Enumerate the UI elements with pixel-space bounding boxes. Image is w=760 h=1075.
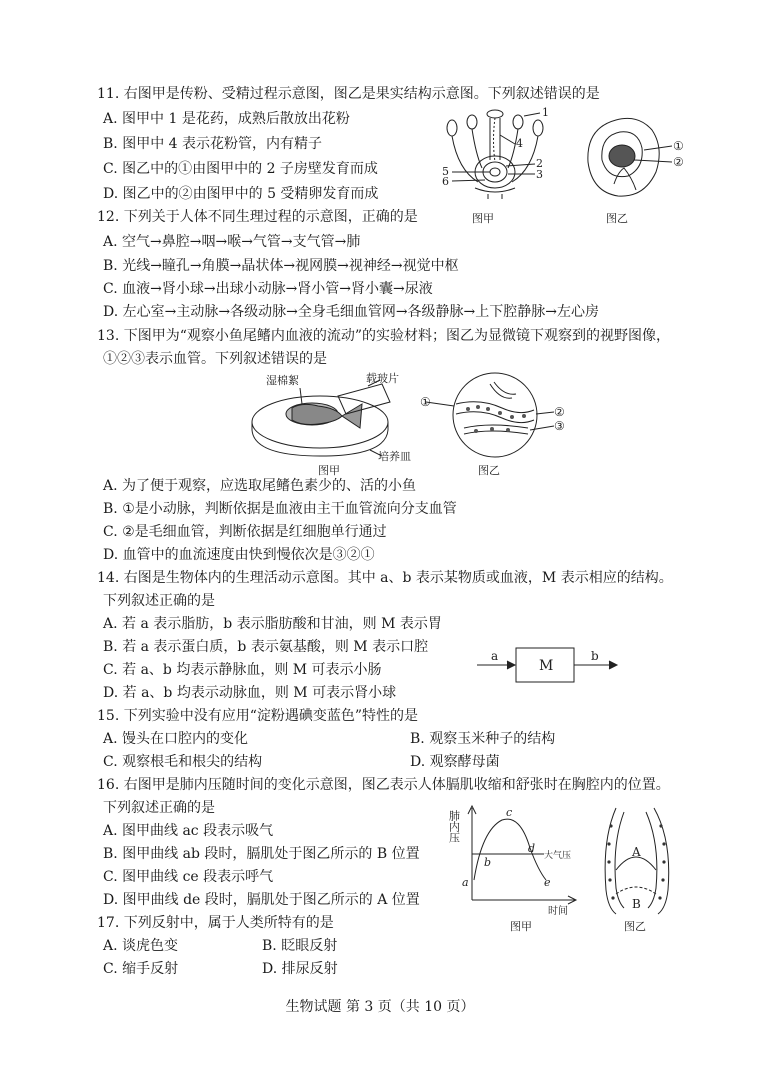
q13-option-c: C. ②是毛细血管，判断依据是红细胞单行通过 [103, 524, 387, 540]
q13-fig-label-slide: 载玻片 [366, 372, 399, 385]
q15-stem: 15. 下列实验中没有应用“淀粉遇碘变蓝色”特性的是 [97, 708, 419, 724]
q16-fig-ref: 大气压 [544, 851, 572, 861]
q13-fig-yi-label-1: ① [420, 395, 431, 409]
q11-fig-label-3: 3 [536, 168, 543, 181]
q11-fig-label-5: 5 [442, 165, 449, 178]
q11-fig-label-2: 2 [536, 157, 543, 170]
q16-stem-line1: 16. 右图甲是肺内压随时间的变化示意图，图乙表示人体膈肌收缩和舒张时在胸腔内的位置。 [97, 777, 670, 793]
q14-option-c: C. 若 a、b 均表示静脉血，则 M 可表示小肠 [103, 662, 382, 678]
q17-option-b: B. 眨眼反射 [262, 938, 338, 954]
q15-option-a: A. 馒头在口腔内的变化 [103, 731, 249, 747]
q13-fig-yi-label-2: ② [554, 405, 565, 419]
q15-option-d: D. 观察酵母菌 [410, 754, 500, 770]
q14-stem-line1: 14. 右图是生物体内的生理活动示意图。其中 a、b 表示某物质或血液，M 表示相应的结构。 [97, 570, 673, 586]
q12-option-b: B. 光线→瞳孔→角膜→晶状体→视网膜→视神经→视觉中枢 [103, 258, 459, 274]
q11-fig-yi-caption: 图乙 [606, 212, 628, 225]
q14-stem-line2: 下列叙述正确的是 [103, 593, 215, 609]
q11-option-c: C. 图乙中的①由图甲中的 2 子房壁发育而成 [103, 161, 378, 177]
q11-fruit-diagram [578, 110, 688, 205]
q13-microscope-view [420, 370, 570, 462]
q13-option-b: B. ①是小动脉，判断依据是血液由主干血管流向分支血管 [103, 501, 457, 517]
q16-point-b: b [484, 856, 492, 869]
q13-petri-dish-diagram [240, 372, 425, 462]
q11-fig-label-1: 1 [542, 106, 549, 119]
q14-fig-b: b [591, 649, 599, 663]
q14-option-a: A. 若 a 表示脂肪，b 表示脂肪酸和甘油，则 M 表示胃 [103, 616, 442, 632]
q17-option-d: D. 排尿反射 [262, 961, 338, 977]
q14-option-d: D. 若 a、b 均表示动脉血，则 M 可表示肾小球 [103, 685, 397, 701]
q16-fig-yi-caption: 图乙 [624, 920, 646, 933]
q13-stem-line2: ①②③表示血管。下列叙述错误的是 [103, 351, 327, 367]
q11-option-b: B. 图甲中 4 表示花粉管，内有精子 [103, 136, 322, 152]
q16-point-a: a [462, 876, 469, 889]
q13-fig-jia-caption: 图甲 [318, 464, 340, 477]
q13-option-a: A. 为了便于观察，应选取尾鳍色素少的、活的小鱼 [103, 478, 417, 494]
q11-fig-jia-caption: 图甲 [472, 212, 494, 225]
q16-option-b: B. 图甲曲线 ab 段时，膈肌处于图乙所示的 B 位置 [103, 846, 420, 862]
q14-fig-a: a [491, 649, 499, 663]
q11-flower-diagram [430, 100, 565, 200]
q17-option-c: C. 缩手反射 [103, 961, 179, 977]
q16-fig-ylabel: 肺内压 [448, 810, 461, 843]
q13-fig-label-cotton: 湿棉絮 [266, 374, 299, 387]
q16-option-a: A. 图甲曲线 ac 段表示吸气 [103, 823, 274, 839]
q11-stem: 11. 右图甲是传粉、受精过程示意图，图乙是果实结构示意图。下列叙述错误的是 [97, 86, 600, 102]
q11-option-d: D. 图乙中的②由图甲中的 5 受精卵发育而成 [103, 186, 379, 202]
q16-fig-yi-label-b: B [632, 897, 641, 911]
q15-option-c: C. 观察根毛和根尖的结构 [103, 754, 263, 770]
q13-fig-yi-caption: 图乙 [478, 464, 500, 477]
q13-option-d: D. 血管中的血流速度由快到慢依次是③②① [103, 547, 375, 563]
q12-stem: 12. 下列关于人体不同生理过程的示意图，正确的是 [97, 209, 418, 225]
q13-fig-yi-label-3: ③ [554, 419, 565, 433]
q15-option-b: B. 观察玉米种子的结构 [410, 731, 556, 747]
q16-pressure-graph [448, 800, 578, 918]
q16-stem-line2: 下列叙述正确的是 [103, 800, 215, 816]
q12-option-a: A. 空气→鼻腔→咽→喉→气管→支气管→肺 [103, 234, 361, 250]
q16-fig-yi-label-a: A [632, 845, 641, 859]
q16-fig-jia-caption: 图甲 [510, 920, 532, 933]
q16-fig-xlabel: 时间 [548, 906, 568, 917]
q14-flow-diagram [475, 643, 655, 685]
q16-option-d: D. 图甲曲线 de 段时，膈肌处于图乙所示的 A 位置 [103, 892, 420, 908]
q11-fig-yi-label-1: ① [673, 139, 684, 153]
q17-option-a: A. 谈虎色变 [103, 938, 179, 954]
q11-option-a: A. 图甲中 1 是花药，成熟后散放出花粉 [103, 111, 350, 127]
q12-option-c: C. 血液→肾小球→出球小动脉→肾小管→肾小囊→尿液 [103, 281, 433, 297]
q12-option-d: D. 左心室→主动脉→各级动脉→全身毛细血管网→各级静脉→上下腔静脉→左心房 [103, 304, 600, 320]
q16-point-d: d [528, 842, 536, 855]
q16-point-c: c [506, 806, 513, 819]
q11-fig-label-6: 6 [442, 175, 449, 188]
page-footer: 生物试题 第 3 页（共 10 页） [285, 999, 475, 1015]
q11-fig-yi-label-2: ② [673, 155, 684, 169]
q17-stem: 17. 下列反射中，属于人类所特有的是 [97, 915, 334, 931]
q16-thorax-diagram [594, 800, 684, 918]
q16-option-c: C. 图甲曲线 ce 段表示呼气 [103, 869, 274, 885]
q14-option-b: B. 若 a 表示蛋白质，b 表示氨基酸，则 M 表示口腔 [103, 639, 429, 655]
q14-fig-m: M [539, 658, 554, 674]
q11-fig-label-4: 4 [516, 137, 523, 150]
q16-point-e: e [544, 876, 551, 889]
q13-fig-label-dish: 培养皿 [378, 450, 411, 462]
q13-stem-line1: 13. 下图甲为“观察小鱼尾鳍内血液的流动”的实验材料；图乙为显微镜下观察到的视野图像， [97, 328, 671, 344]
